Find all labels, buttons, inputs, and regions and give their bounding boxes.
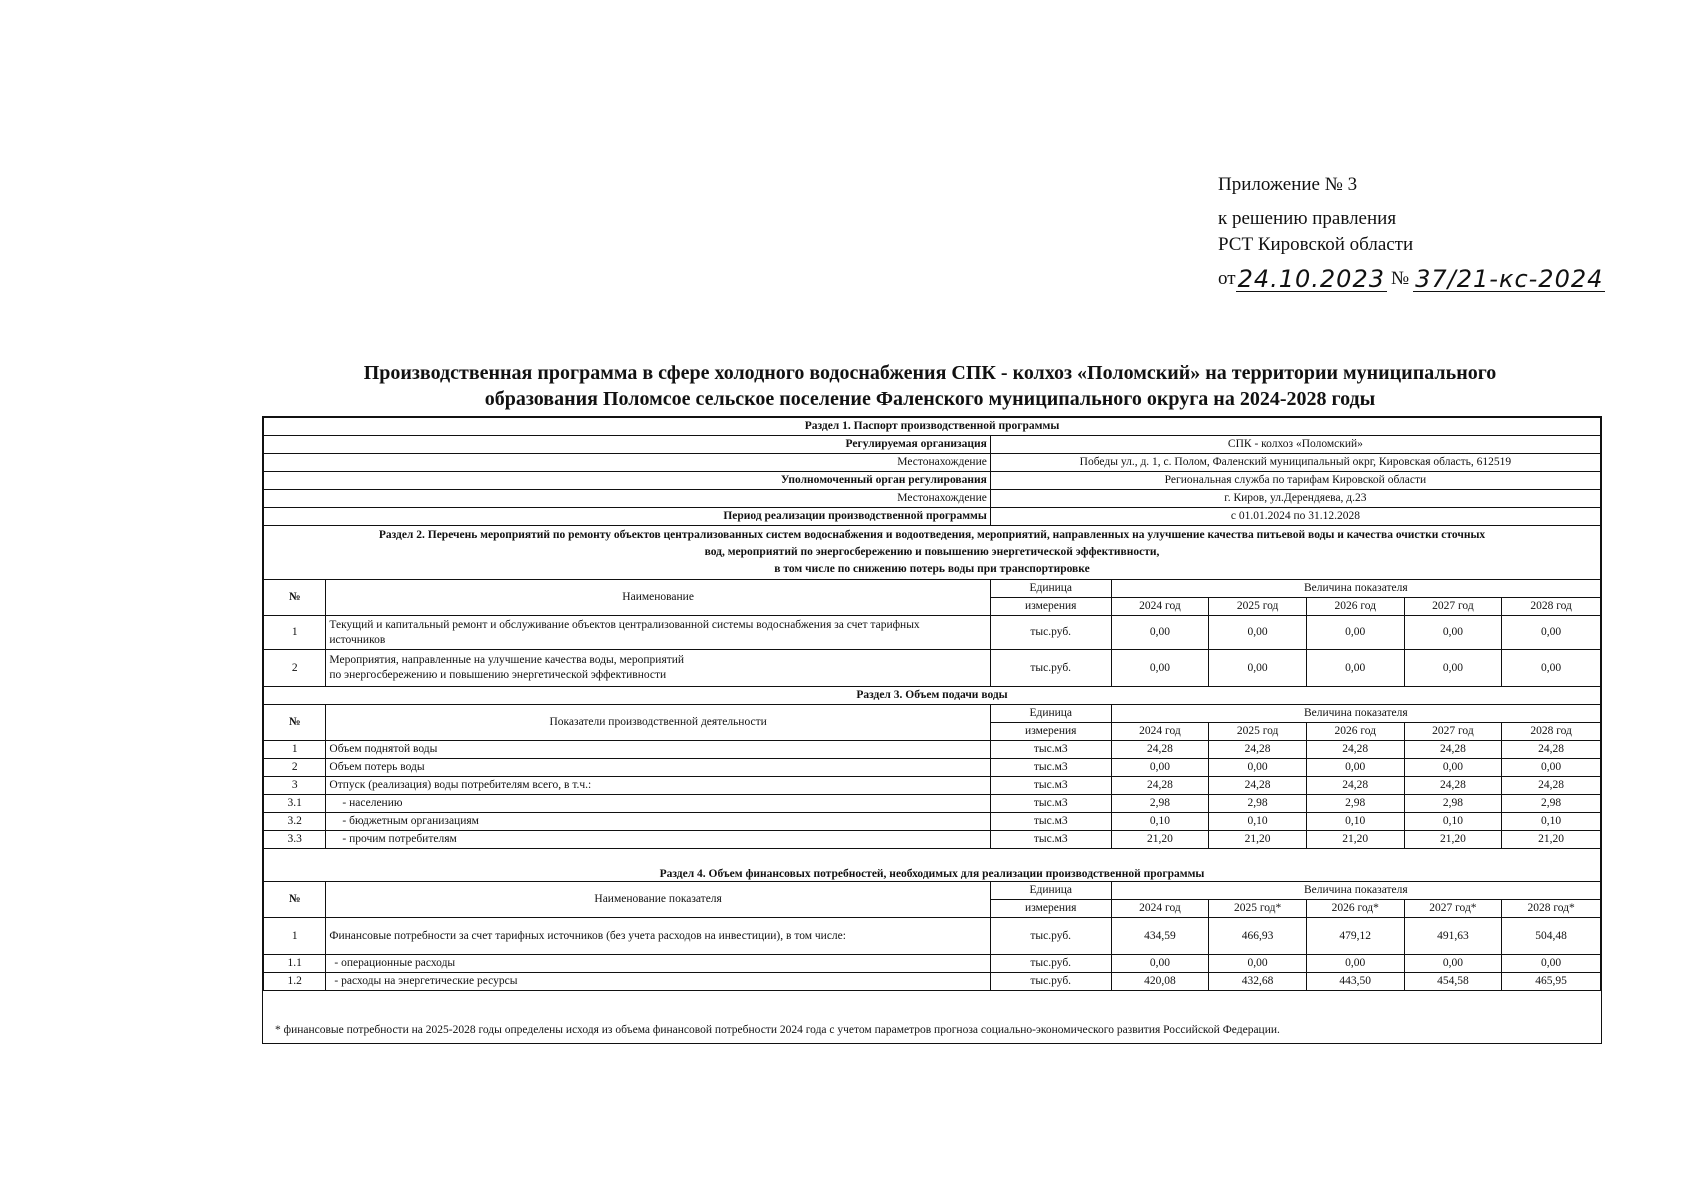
section3-header-row [264,705,1601,723]
col-unit: Единица [990,882,1111,900]
row-value: 0,00 [1404,650,1502,687]
row-no: 1.2 [264,973,326,991]
row-value: 0,00 [1404,616,1502,650]
passport-row [264,508,1601,526]
table-row [264,813,1601,831]
row-unit: тыс.м3 [990,741,1111,759]
table-row [264,955,1601,973]
row-value: 2,98 [1306,795,1404,813]
row-name: - прочим потребителям [326,831,990,849]
table-row [264,759,1601,777]
row-value: 0,00 [1111,616,1209,650]
table-row [264,973,1601,991]
row-name-line-2: по энергосбережению и повышению энергетической эффективности [329,669,667,681]
passport-value: с 01.01.2024 по 31.12.2028 [990,508,1600,526]
row-value: 21,20 [1306,831,1404,849]
row-no: 1 [264,918,326,955]
row-value: 2,98 [1404,795,1502,813]
year-header: 2026 год* [1306,900,1404,918]
row-value: 0,00 [1111,759,1209,777]
row-unit: тыс.м3 [990,831,1111,849]
col-name: Наименование [326,580,990,616]
document-title [260,360,1600,412]
row-name [326,650,990,687]
decision-date: 24.10.2023 [1237,265,1385,293]
row-value: 0,00 [1209,955,1307,973]
passport-row [264,436,1601,454]
row-unit: тыс.м3 [990,813,1111,831]
year-header: 2025 год* [1209,900,1307,918]
row-no: 3 [264,777,326,795]
row-value: 491,63 [1404,918,1502,955]
col-no: № [264,705,326,741]
passport-value: СПК - колхоз «Поломский» [990,436,1600,454]
row-no: 1 [264,741,326,759]
year-header: 2028 год* [1502,900,1601,918]
row-value: 24,28 [1502,741,1601,759]
section2-title-line-3: в том числе по снижению потерь воды при транспортировке [774,563,1090,575]
passport-label: Местонахождение [264,454,991,472]
section2-title-row [264,526,1601,580]
decision-reference [1218,266,1605,292]
decision-line: к решению правления [1218,208,1397,229]
row-value: 21,20 [1209,831,1307,849]
row-name-line-1: Мероприятия, направленные на улучшение качества воды, мероприятий [329,654,685,666]
row-value: 0,10 [1404,813,1502,831]
row-name: - населению [326,795,990,813]
row-name: - расходы на энергетические ресурсы [326,973,990,991]
col-name: Наименование показателя [326,882,990,918]
section4-title-row [264,849,1601,882]
row-value: 21,20 [1404,831,1502,849]
row-value: 466,93 [1209,918,1307,955]
row-value: 0,10 [1306,813,1404,831]
row-no: 2 [264,650,326,687]
row-no: 2 [264,759,326,777]
year-header: 2027 год [1404,723,1502,741]
passport-row [264,472,1601,490]
section4-header-row [264,882,1601,900]
row-name: Финансовые потребности за счет тарифных источников (без учета расходов на инвестиции), в том числе: [326,918,990,955]
row-value: 465,95 [1502,973,1601,991]
passport-label: Регулируемая организация [264,436,991,454]
row-unit: тыс.руб. [990,650,1111,687]
section3-title: Раздел 3. Объем подачи воды [264,687,1601,705]
section1-title: Раздел 1. Паспорт производственной программы [264,418,1601,436]
col-value: Величина показателя [1111,882,1600,900]
row-name: Текущий и капитальный ремонт и обслуживание объектов централизованной системы водоснабжения за счет тарифных источников [326,616,990,650]
row-value: 0,10 [1502,813,1601,831]
col-value: Величина показателя [1111,580,1600,598]
passport-row [264,490,1601,508]
row-value: 0,00 [1209,759,1307,777]
title-line-1: Производственная программа в сфере холодного водоснабжения СПК - колхоз «Поломский» на территории муниципального [363,362,1497,384]
year-header: 2028 год [1502,723,1601,741]
year-header: 2025 год [1209,723,1307,741]
passport-label: Уполномоченный орган регулирования [264,472,991,490]
passport-row [264,454,1601,472]
row-unit: тыс.руб. [990,616,1111,650]
row-value: 2,98 [1502,795,1601,813]
row-value: 479,12 [1306,918,1404,955]
row-unit: тыс.руб. [990,918,1111,955]
row-value: 0,00 [1502,759,1601,777]
row-value: 0,00 [1306,616,1404,650]
row-value: 0,00 [1502,650,1601,687]
table-row [264,650,1601,687]
row-value: 24,28 [1111,777,1209,795]
col-unit-2: измерения [990,900,1111,918]
row-value: 24,28 [1306,741,1404,759]
row-value: 0,00 [1502,616,1601,650]
year-header: 2027 год* [1404,900,1502,918]
year-header: 2028 год [1502,598,1601,616]
row-unit: тыс.м3 [990,777,1111,795]
section2-title [264,526,1601,580]
year-header: 2024 год [1111,723,1209,741]
row-value: 21,20 [1111,831,1209,849]
row-value: 24,28 [1111,741,1209,759]
table-row [264,831,1601,849]
row-value: 0,00 [1209,616,1307,650]
row-value: 0,10 [1111,813,1209,831]
table-row [264,795,1601,813]
row-unit: тыс.руб. [990,973,1111,991]
row-value: 21,20 [1502,831,1601,849]
title-line-2: образования Поломсое сельское поселение Фаленского муниципального округа на 2024-2028 годы [484,388,1376,410]
col-value: Величина показателя [1111,705,1600,723]
row-value: 0,00 [1306,955,1404,973]
row-value: 434,59 [1111,918,1209,955]
year-header: 2024 год [1111,598,1209,616]
row-value: 0,00 [1306,650,1404,687]
row-value: 24,28 [1502,777,1601,795]
row-no: 3.2 [264,813,326,831]
row-value: 24,28 [1404,777,1502,795]
row-value: 504,48 [1502,918,1601,955]
row-value: 24,28 [1404,741,1502,759]
passport-value: Региональная служба по тарифам Кировской области [990,472,1600,490]
passport-value: Победы ул., д. 1, с. Полом, Фаленский муниципальный окрг, Кировская область, 612519 [990,454,1600,472]
from-label: от [1218,268,1236,289]
row-unit: тыс.м3 [990,759,1111,777]
row-no: 1.1 [264,955,326,973]
col-unit: Единица [990,705,1111,723]
footnote: * финансовые потребности на 2025-2028 годы определены исходя из объема финансовой потребности 2024 года с учетом параметров прогноза социально-экономического развития Российской Федерации. [275,1024,1280,1036]
section4-title: Раздел 4. Объем финансовых потребностей, необходимых для реализации производственной программы [264,849,1601,882]
row-name: Объем потерь воды [326,759,990,777]
row-value: 24,28 [1209,777,1307,795]
row-value: 432,68 [1209,973,1307,991]
row-value: 0,00 [1404,759,1502,777]
table-row [264,741,1601,759]
row-value: 420,08 [1111,973,1209,991]
row-no: 3.3 [264,831,326,849]
passport-value: г. Киров, ул.Дерендяева, д.23 [990,490,1600,508]
col-unit-2: измерения [990,598,1111,616]
row-no: 3.1 [264,795,326,813]
table-row [264,616,1601,650]
decision-number: 37/21-кс-2024 [1415,265,1604,293]
row-value: 0,00 [1209,650,1307,687]
row-name: - операционные расходы [326,955,990,973]
authority-line: РСТ Кировской области [1218,234,1414,255]
passport-label: Местонахождение [264,490,991,508]
year-header: 2024 год [1111,900,1209,918]
row-value: 0,10 [1209,813,1307,831]
row-unit: тыс.руб. [990,955,1111,973]
col-unit-2: измерения [990,723,1111,741]
section2-title-line-2: вод, мероприятий по энергосбережению и повышению энергетической эффективности, [704,546,1160,558]
col-unit: Единица [990,580,1111,598]
program-table-frame [262,416,1602,1044]
row-value: 0,00 [1502,955,1601,973]
row-value: 0,00 [1111,650,1209,687]
number-label: № [1390,268,1410,289]
row-unit: тыс.м3 [990,795,1111,813]
row-value: 0,00 [1404,955,1502,973]
table-row [264,777,1601,795]
row-value: 0,00 [1111,955,1209,973]
row-value: 2,98 [1111,795,1209,813]
appendix-number: Приложение № 3 [1218,174,1358,195]
row-name: Отпуск (реализация) воды потребителям всего, в т.ч.: [326,777,990,795]
row-value: 24,28 [1306,777,1404,795]
col-no: № [264,882,326,918]
table-row [264,918,1601,955]
row-value: 2,98 [1209,795,1307,813]
appendix-header [1218,172,1605,292]
year-header: 2026 год [1306,723,1404,741]
row-value: 443,50 [1306,973,1404,991]
row-name: - бюджетным организациям [326,813,990,831]
year-header: 2026 год [1306,598,1404,616]
year-header: 2027 год [1404,598,1502,616]
section1-title-row [264,418,1601,436]
year-header: 2025 год [1209,598,1307,616]
row-no: 1 [264,616,326,650]
passport-label: Период реализации производственной программы [264,508,991,526]
row-value: 0,00 [1306,759,1404,777]
col-name: Показатели производственной деятельности [326,705,990,741]
col-no: № [264,580,326,616]
section2-title-line-1: Раздел 2. Перечень мероприятий по ремонту объектов централизованных систем водоснабжения и водоотведения, мероприятий, направленных на улучшение качества питьевой воды и качества очистки сточных [378,529,1486,541]
row-value: 24,28 [1209,741,1307,759]
row-value: 454,58 [1404,973,1502,991]
row-name: Объем поднятой воды [326,741,990,759]
section2-header-row [264,580,1601,598]
program-table [263,417,1601,991]
section3-title-row [264,687,1601,705]
